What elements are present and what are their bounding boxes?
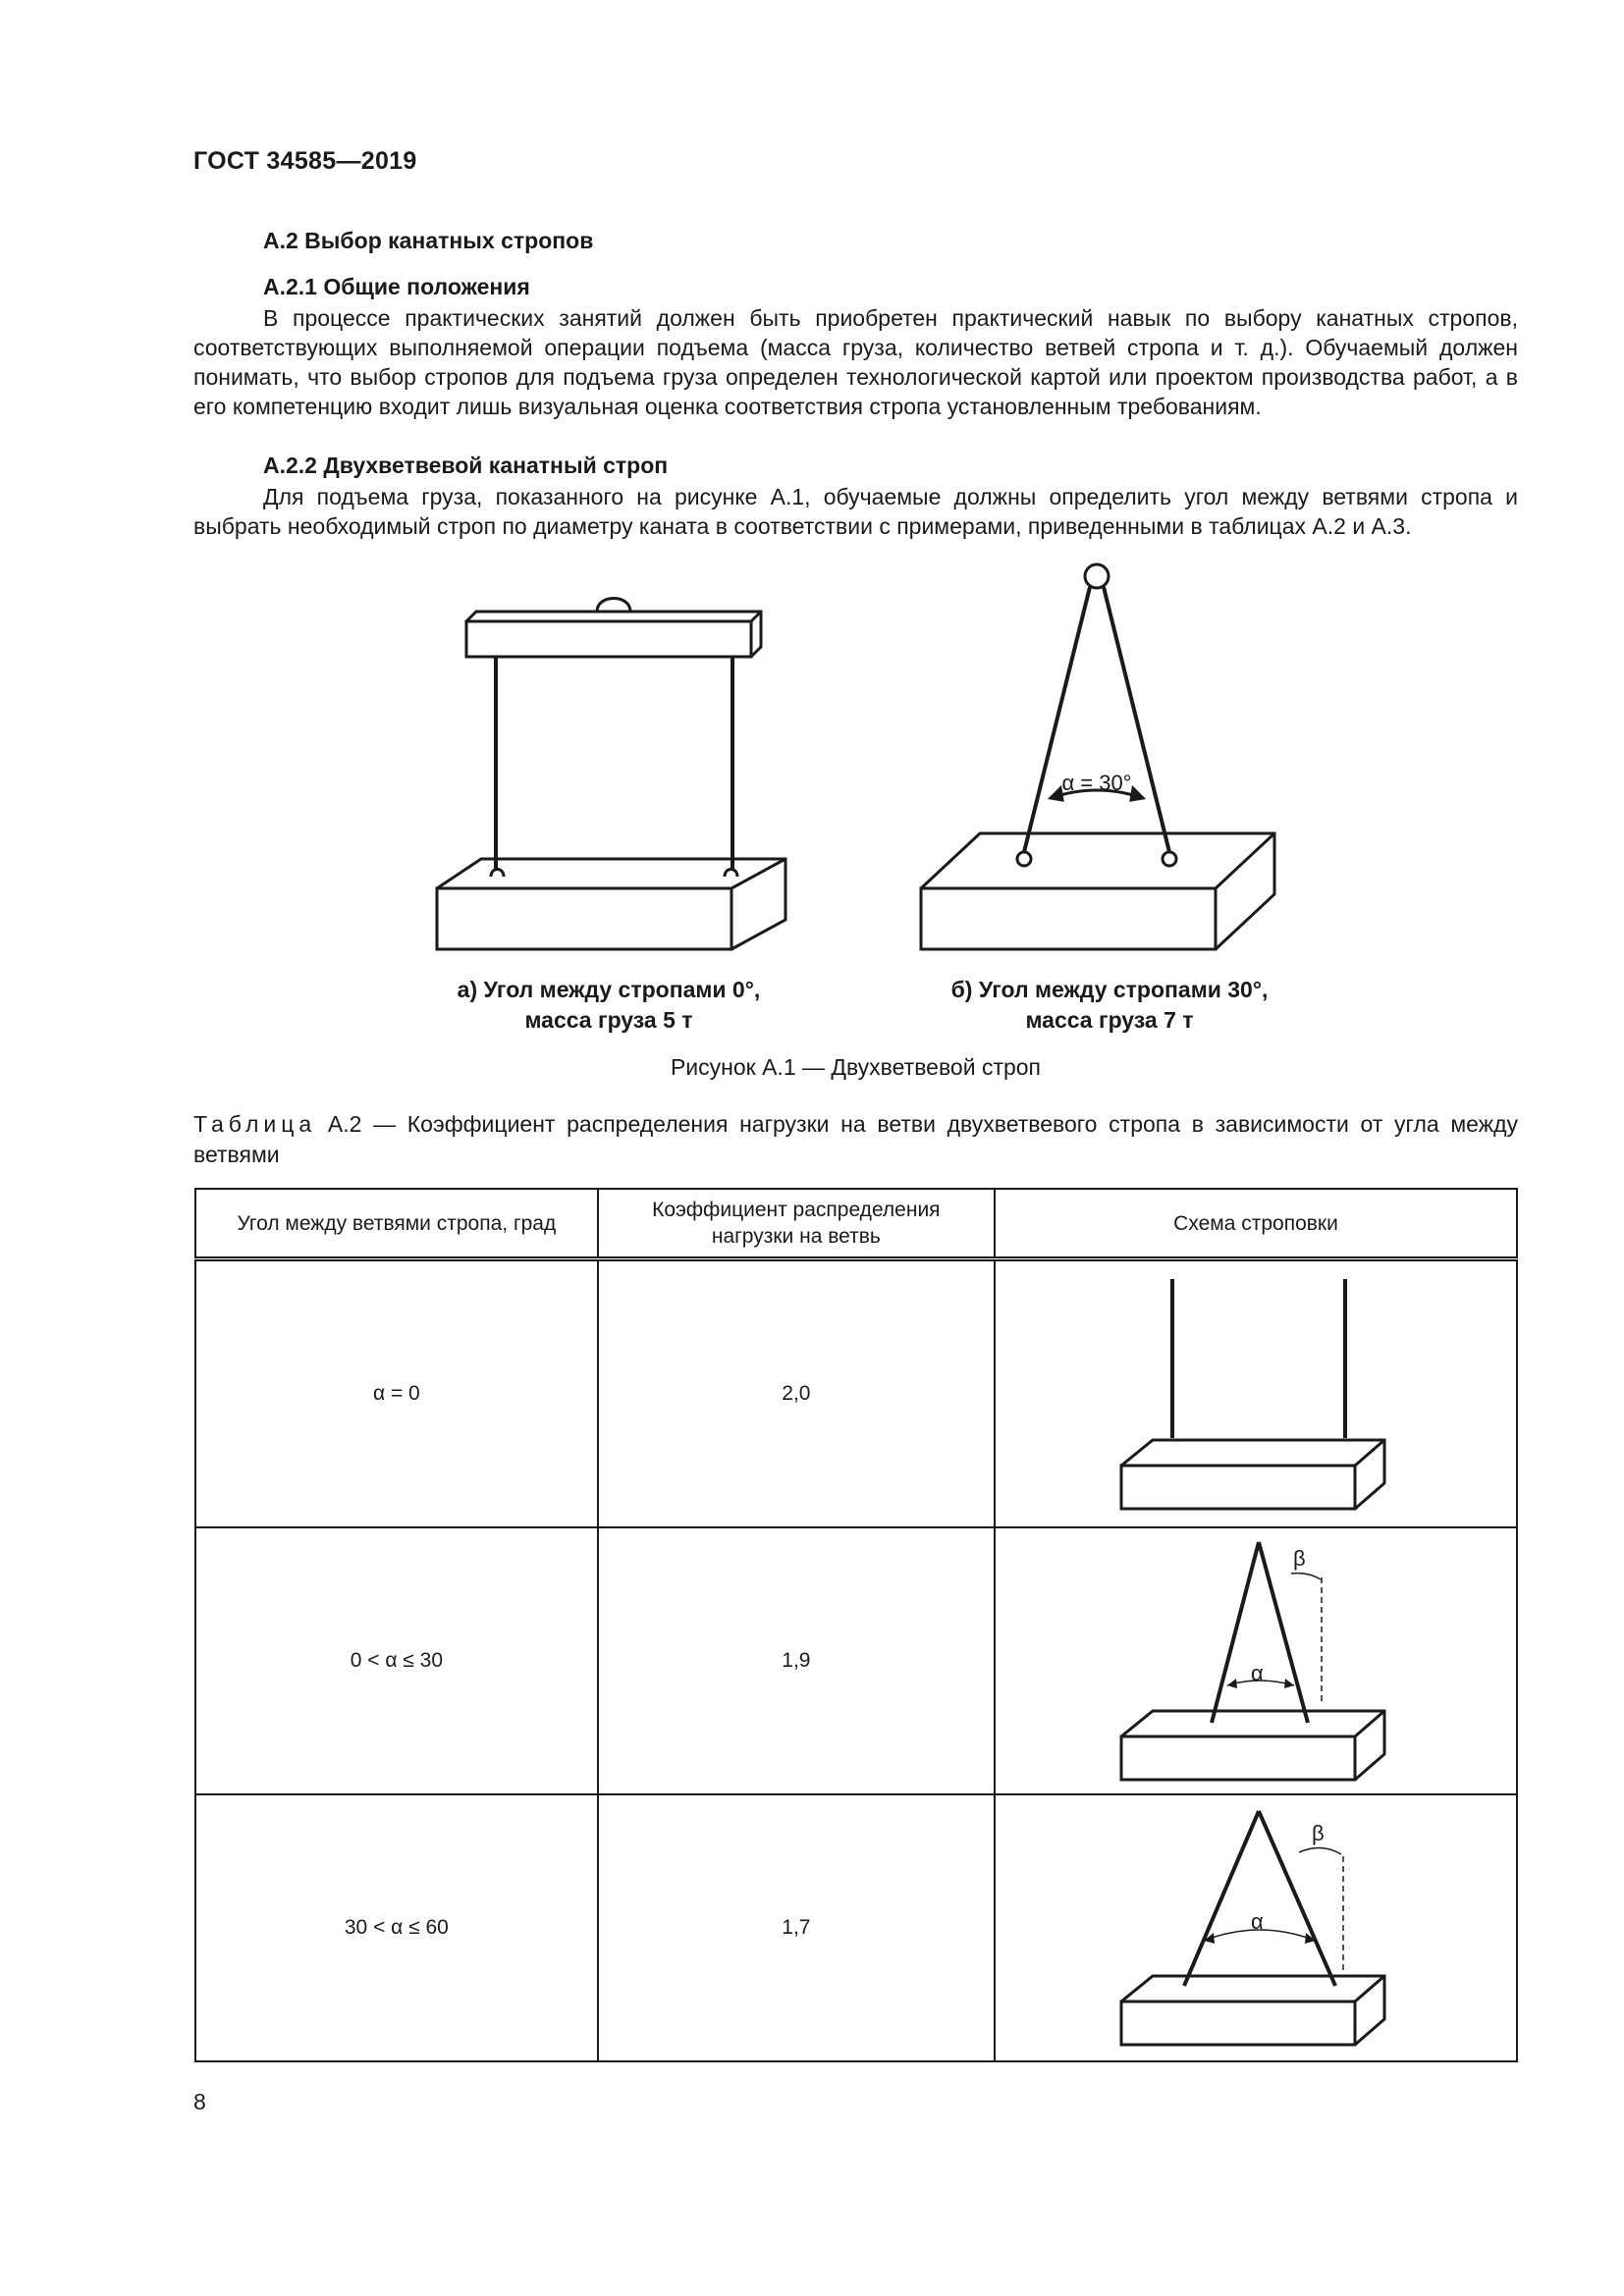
table-row: [195, 1259, 1517, 1528]
cell-scheme: [995, 1794, 1517, 2061]
table-title: Таблица А.2 — Коэффициент распределения нагрузки на ветви двухветвевого стропа в зависимости от угла между ветвями: [193, 1111, 1518, 1167]
header-coefficient: Коэффициент распределения нагрузки на ветвь: [598, 1189, 995, 1259]
load-distribution-table: [194, 1188, 1518, 2062]
figure-title: Рисунок А.1 — Двухветвевой строп: [670, 1054, 1042, 1080]
table-row: [195, 1794, 1517, 2061]
paragraph-two-leg-sling: Для подъема груза, показанного на рисунке А.1, обучаемые должны определить угол между ветвями стропа и выбрать необходимый строп по диаметру каната в соответствии с примерами, приведенными в таблицах А.2 и А.3.: [193, 484, 1518, 539]
angle-label: α = 30°: [1061, 771, 1132, 795]
subsection-heading-two-leg-sling: А.2.2 Двухветвевой канатный строп: [263, 453, 669, 478]
cell-coefficient: 1,9: [598, 1527, 995, 1794]
subsection-heading-general: А.2.1 Общие положения: [263, 274, 530, 299]
caption-diagram-a: а) Угол между стропами 0°, масса груза 5 т: [457, 977, 761, 1033]
header-scheme: Схема строповки: [995, 1189, 1517, 1259]
page-number: 8: [193, 2089, 206, 2114]
beta-label: β: [1293, 1546, 1306, 1571]
diagram-a-vertical-slings: [437, 599, 785, 950]
cell-coefficient: 2,0: [598, 1259, 995, 1528]
scheme-angle-30-60: [996, 1795, 1516, 2060]
table-row: [195, 1527, 1517, 1794]
document-code: ГОСТ 34585—2019: [193, 147, 417, 175]
cell-scheme: [995, 1259, 1517, 1528]
section-heading: А.2 Выбор канатных стропов: [263, 228, 594, 253]
cell-angle: 0 < α ≤ 30: [195, 1527, 598, 1794]
paragraph-general: В процессе практических занятий должен быть приобретен практический навык по выбору канатных стропов, соответствующих выполняемой операции подъема (масса груза, количество ветвей стропа и т. д.). Обучаемый должен понимать, что выбор стропов для подъема груза определен технологической картой или проектом производства работ, а в его компетенцию входит лишь визуальная оценка соответствия стропа установленным требованиям.: [193, 305, 1518, 419]
scheme-angle-0-30: [996, 1528, 1516, 1793]
cell-angle: 30 < α ≤ 60: [195, 1794, 598, 2061]
figure-two-leg-sling: [412, 555, 1296, 987]
cell-angle: α = 0: [195, 1259, 598, 1528]
header-angle: Угол между ветвями стропа, град: [195, 1189, 598, 1259]
cell-scheme: [995, 1527, 1517, 1794]
diagram-b-angled-slings: [921, 564, 1274, 949]
beta-label: β: [1312, 1821, 1325, 1845]
caption-diagram-b: б) Угол между стропами 30°, масса груза 7 т: [950, 977, 1269, 1033]
alpha-label: α: [1251, 1661, 1264, 1685]
alpha-label: α: [1251, 1909, 1264, 1934]
scheme-vertical-slings: [996, 1261, 1516, 1526]
cell-coefficient: 1,7: [598, 1794, 995, 2061]
table-header-row: [195, 1189, 1517, 1259]
